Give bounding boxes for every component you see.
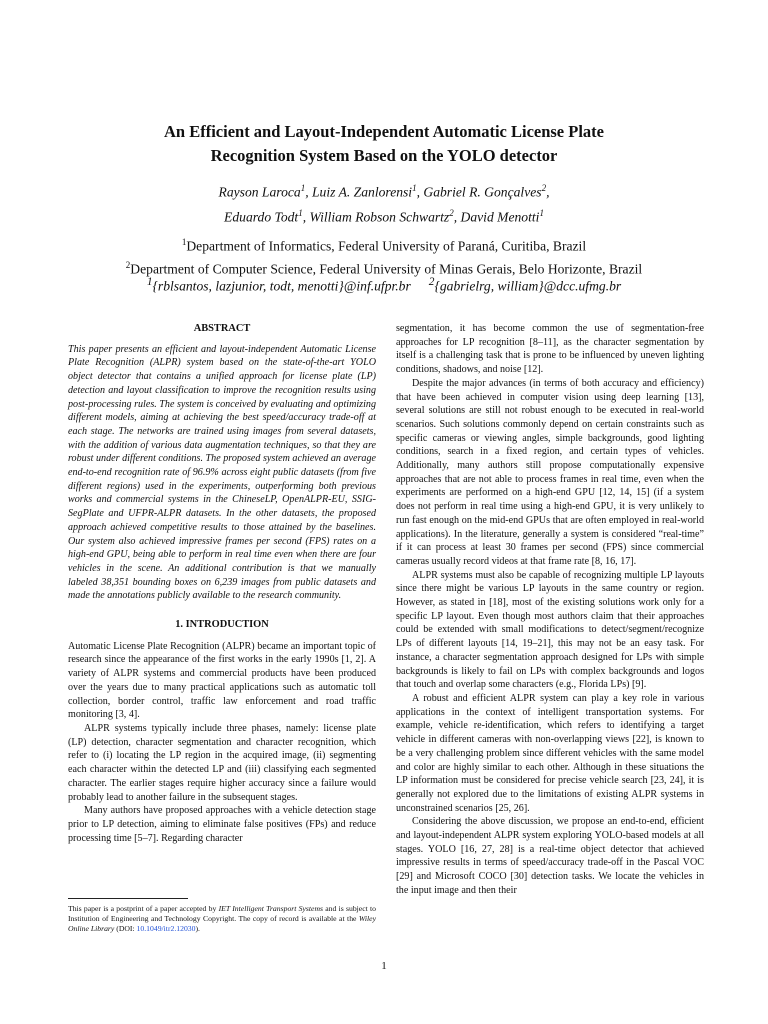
author-name: Luiz A. Zanlorensi — [312, 184, 413, 200]
author-affil-sup: 1 — [298, 208, 303, 219]
intro-paragraph: Considering the above discussion, we propose an end-to-end, efficient and layout-independent ALPR system exploring YOLO-based models at all stages. YOLO [16, 27, 28] is a real-time object detector that achieved impressive results in terms of speed/accuracy trade-off in the Pascal VOC [29] and Microsoft COCO [30] detection tasks. We locate the vehicles in the input image and then their — [396, 816, 704, 896]
author-name: William Robson Schwartz — [309, 209, 450, 225]
intro-heading: 1. INTRODUCTION — [175, 619, 269, 631]
footnote: This paper is a postprint of a paper accepted by IET Intelligent Transport Systems and is subject to Institution of Engineering and Technology Copyright. The copy of record is available at the Wiley Online Library (DOI: 10.1049/itr2.12030). — [68, 904, 377, 933]
abstract-text: This paper presents an efficient and layout-independent Automatic License Plate Recognition (ALPR) system based on the state-of-the-art YOLO object detector that contains a unified approach for license plate (LP) detection and layout classification to improve the recognition results using post-processing rules. The system is conceived by evaluating and optimizing different models, aiming at achieving the best speed/accuracy trade-off at each stage. The networks are trained using images from several datasets, with the addition of various data augmentation techniques, so that they are robust under different conditions. The proposed system achieved an average end-to-end recognition rate of 96.9% across eight public datasets (from five different regions) used in the experiments, outperforming both previous works and commercial systems in the ChineseLP, OpenALPR-EU, SSIG-SegPlate and UFPR-ALPR datasets. In the other datasets, the proposed approach achieved competitive results to those attained by the baselines. Our system also achieved impressive frames per second (FPS) rates on a high-end GPU, being able to perform in real time even when there are four vehicles in the scene. An additional contribution is that we manually labeled 38,351 bounding boxes on 6,239 images from public datasets and made the annotations publicly available to the research community. — [68, 343, 376, 602]
author-affil-sup: 1 — [412, 183, 417, 193]
author-affil-sup: 1 — [300, 183, 306, 193]
email-group-2: {gabrielrg, william}@dcc.ufmg.br — [434, 278, 622, 294]
author-sep: , — [453, 209, 461, 225]
author-name: David Menotti — [460, 209, 540, 225]
journal-name: IET Intelligent Transport Systems — [218, 904, 324, 913]
author-sep: , — [305, 184, 312, 200]
author-name: Eduardo Todt — [224, 209, 299, 225]
page-number: 1 — [381, 960, 387, 972]
author-sep: , — [416, 184, 424, 200]
author-sep: , — [546, 184, 550, 200]
author-list — [60, 178, 708, 228]
author-name: Gabriel R. Gonçalves — [423, 184, 542, 200]
author-affil-sup: 1 — [539, 208, 544, 219]
title-line-2: Recognition System Based on the YOLO detector — [210, 146, 558, 165]
author-name: Rayson Laroca — [218, 184, 301, 200]
intro-paragraph: ALPR systems typically include three phases, namely: license plate (LP) detection, character segmentation and character recognition, which refer to (i) locating the LP region in the acquired image, (ii) segmenting each character within the detected LP and (iii) classifying each segmented character. The earlier stages require higher accuracy since a failure would probably lead to another failure in the subsequent stages. — [68, 722, 376, 803]
author-sep: , — [302, 209, 310, 225]
left-column — [68, 322, 376, 845]
library-name: Wiley Online Library — [68, 913, 376, 933]
intro-paragraph: Despite the major advances (in terms of both accuracy and efficiency) that have been achieved in computer vision using deep learning [13], several solutions are still not robust enough to be executed in real-world scenarios. Such solutions commonly depend on certain constraints such as specific cameras or viewing angles, simple backgrounds, good lighting conditions, search in a fixed region, and certain types of vehicles. Additionally, many authors still propose computationally expensive approaches that are not able to process frames in real time, even when the experiments are performed on a high-end GPU [12, 14, 15] (if a system does not perform in real time using a high-end GPU, it is very unlikely to run fast enough on the mid-end GPUs that are often employed in real-world applications). In the literature, generally a system is considered “real-time” if it can process at least 30 frames per second (FPS) since commercial cameras usually record videos at that frame rate [8, 16, 17]. — [396, 377, 704, 567]
paper-title — [60, 120, 708, 168]
right-column — [396, 322, 704, 898]
intro-paragraph: Many authors have proposed approaches with a vehicle detection stage prior to LP detection, aiming to eliminate false positives (FPs) and reduce processing time [5–7]. Regarding character — [68, 805, 376, 844]
affiliation-1: $^1$Department of Informatics, Federal University of Paraná, Curitiba, Brazil — [181, 237, 587, 254]
footnote-rule — [68, 898, 188, 899]
intro-paragraph: ALPR systems must also be capable of recognizing multiple LP layouts since there might be various LP layouts in the same country or region. However, as stated in [18], most of the existing solutions work only for a specific LP layout. Even though most authors claim that their approaches could be extended with small modifications to detect/segment/recognize LPs of different layouts [14, 19–21], this may not be an easy task. For instance, a character segmentation approach designed for LPs with simple backgrounds is likely to fail on LPs with complex backgrounds and logos that touch and overlap some characters (e.g., Florida LPs) [9]. — [396, 569, 704, 691]
email-group-1: {rblsantos, lazjunior, todt, menotti}@inf.ufpr.br — [152, 278, 411, 294]
title-line-1: An Efficient and Layout-Independent Automatic License Plate — [163, 122, 604, 141]
intro-paragraph: A robust and efficient ALPR system can play a key role in various applications in the context of intelligent transportation systems. For example, vehicle re-identification, which refers to identifying a target vehicle in different cameras with non-overlapping views [22], is known to be a very challenging problem since different vehicles with the same model and color are highly similar to each other. Although in these situations the LP information must be considered for precise vehicle search [23, 24], it is generally not explored due to the limitations of existing ALPR systems in unconstrained scenarios [25, 26]. — [396, 692, 704, 814]
intro-paragraph-continued: segmentation, it has become common the use of segmentation-free approaches for LP recognition [8–11], as the character segmentation by itself is a challenging task that is prone to be influenced by uneven lighting conditions, shadows, and noise [12]. — [396, 323, 704, 376]
author-emails: $^1${rblsantos, lazjunior, todt, menotti}@inf.ufpr.br $^2${gabrielrg, william}@dcc.ufmg.br — [146, 276, 622, 294]
affiliations — [40, 233, 728, 278]
author-affil-sup: 2 — [541, 183, 547, 193]
intro-paragraph: Automatic License Plate Recognition (ALPR) became an important topic of research since the appearance of the first works in the early 1990s [1, 2]. A variety of ALPR systems and commercial products have been produced over the years due to many practical applications such as automatic toll collection, border control, traffic law enforcement and road traffic monitoring [3, 4]. — [68, 640, 376, 721]
author-affil-sup: 2 — [449, 208, 454, 219]
authors-line-1 — [60, 178, 708, 203]
doi-link[interactable]: 10.1049/itr2.12030 — [136, 923, 196, 933]
authors-line-2 — [60, 203, 708, 228]
affiliation-2: $^2$Department of Computer Science, Federal University of Minas Gerais, Belo Horizonte, Brazil — [125, 259, 643, 277]
abstract-heading: ABSTRACT — [193, 323, 251, 334]
